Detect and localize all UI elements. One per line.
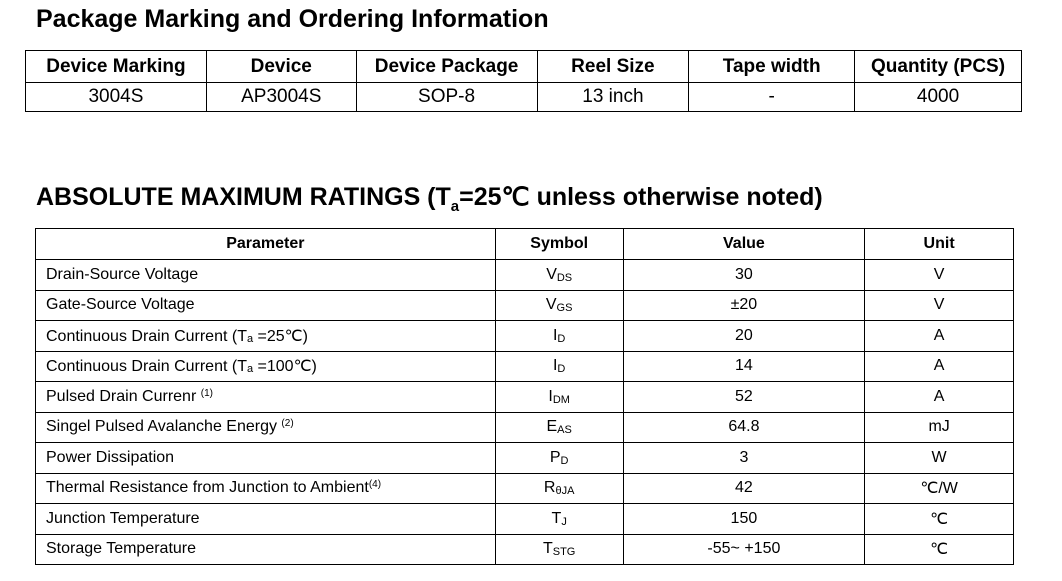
unit-cell: ℃	[865, 534, 1014, 565]
ratings-header-row	[36, 229, 1014, 260]
value-cell: 52	[623, 382, 865, 413]
ordering-header-cell: Device Marking	[26, 51, 207, 83]
ratings-title	[36, 182, 823, 215]
symbol-letter: I	[552, 357, 558, 375]
parameter-text: Power Dissipation	[46, 448, 175, 466]
symbol-letter: I	[552, 326, 558, 344]
value-cell: ±20	[623, 290, 865, 321]
tape-width-cell: -	[689, 83, 855, 112]
symbol-cell	[495, 321, 623, 352]
parameter-cell	[36, 290, 496, 321]
symbol-subscript: D	[557, 363, 566, 376]
quantity-cell: 4000	[855, 83, 1022, 112]
device-marking-cell: 3004S	[26, 83, 207, 112]
parameter-cell	[36, 321, 496, 352]
ratings-header-cell: Parameter	[36, 229, 496, 260]
footnote-ref: (2)	[281, 418, 294, 430]
parameter-subscript: a	[246, 363, 254, 376]
value-cell: 150	[623, 504, 865, 535]
unit-cell: V	[865, 260, 1014, 291]
parameter-text: Thermal Resistance from Junction to Ambient	[46, 479, 369, 497]
parameter-text: Continuous Drain Current (T	[46, 358, 247, 376]
symbol-letter: R	[543, 479, 556, 497]
parameter-condition: =100℃)	[253, 358, 317, 376]
symbol-subscript: θJA	[555, 485, 575, 498]
symbol-subscript: D	[560, 454, 569, 467]
ordering-header-cell: Reel Size	[537, 51, 689, 83]
symbol-cell	[495, 443, 623, 474]
device-package-cell: SOP-8	[356, 83, 537, 112]
value-cell: 20	[623, 321, 865, 352]
ordering-header-cell: Quantity (PCS)	[855, 51, 1022, 83]
unit-cell: A	[865, 351, 1014, 382]
symbol-subscript: STG	[552, 546, 576, 559]
ratings-header-cell: Symbol	[495, 229, 623, 260]
ordering-header-cell: Tape width	[689, 51, 855, 83]
table-row	[36, 443, 1014, 474]
unit-cell: V	[865, 290, 1014, 321]
parameter-cell	[36, 534, 496, 565]
table-row	[36, 412, 1014, 443]
ratings-header-cell: Value	[623, 229, 865, 260]
unit-cell: A	[865, 382, 1014, 413]
symbol-cell	[495, 412, 623, 443]
table-row	[36, 382, 1014, 413]
table-row	[36, 534, 1014, 565]
symbol-cell	[495, 504, 623, 535]
parameter-text: Continuous Drain Current (T	[46, 327, 247, 345]
parameter-text: Drain-Source Voltage	[46, 265, 199, 283]
table-row	[36, 321, 1014, 352]
table-row	[36, 504, 1014, 535]
symbol-letter: E	[546, 418, 558, 436]
parameter-condition: =25℃)	[253, 327, 308, 345]
symbol-subscript: J	[561, 515, 567, 528]
ratings-title-sub: a	[450, 198, 460, 215]
table-row	[36, 473, 1014, 504]
unit-cell: mJ	[865, 412, 1014, 443]
value-cell: 30	[623, 260, 865, 291]
parameter-text: Junction Temperature	[46, 509, 200, 527]
symbol-letter: I	[548, 387, 553, 405]
ratings-table	[35, 228, 1014, 565]
parameter-text: Singel Pulsed Avalanche Energy	[46, 418, 282, 436]
value-cell: 42	[623, 473, 865, 504]
footnote-ref: (4)	[368, 479, 382, 491]
table-row	[36, 260, 1014, 291]
symbol-subscript: GS	[556, 302, 573, 315]
unit-cell: A	[865, 321, 1014, 352]
symbol-cell	[495, 351, 623, 382]
value-cell: 64.8	[623, 412, 865, 443]
symbol-letter: V	[545, 296, 557, 314]
symbol-cell	[495, 473, 623, 504]
parameter-cell	[36, 443, 496, 474]
parameter-text: Gate-Source Voltage	[46, 296, 195, 314]
symbol-cell	[495, 260, 623, 291]
table-row	[36, 290, 1014, 321]
symbol-cell	[495, 290, 623, 321]
symbol-letter: P	[549, 448, 561, 466]
parameter-subscript: a	[246, 332, 254, 345]
symbol-letter: T	[551, 509, 562, 527]
symbol-letter: T	[542, 540, 553, 558]
ordering-data-row	[26, 83, 1022, 112]
symbol-cell	[495, 382, 623, 413]
ordering-header-cell: Device	[206, 51, 356, 83]
footnote-ref: (1)	[200, 387, 213, 399]
parameter-cell	[36, 260, 496, 291]
parameter-cell	[36, 351, 496, 382]
unit-cell: ℃/W	[865, 473, 1014, 504]
ratings-header-cell: Unit	[865, 229, 1014, 260]
ratings-title-prefix: ABSOLUTE MAXIMUM RATINGS (T	[36, 183, 451, 211]
ordering-header-cell: Device Package	[356, 51, 537, 83]
parameter-cell	[36, 412, 496, 443]
value-cell: 14	[623, 351, 865, 382]
value-cell: 3	[623, 443, 865, 474]
symbol-subscript: DS	[556, 271, 573, 284]
parameter-cell	[36, 473, 496, 504]
parameter-cell	[36, 382, 496, 413]
parameter-cell	[36, 504, 496, 535]
ordering-header-row	[26, 51, 1022, 83]
symbol-subscript: DM	[552, 393, 570, 406]
symbol-subscript: D	[557, 332, 566, 345]
ordering-table	[25, 50, 1022, 112]
parameter-text: Storage Temperature	[46, 540, 197, 558]
device-cell: AP3004S	[206, 83, 356, 112]
symbol-subscript: AS	[557, 424, 572, 437]
unit-cell: ℃	[865, 504, 1014, 535]
reel-size-cell: 13 inch	[537, 83, 689, 112]
table-row	[36, 351, 1014, 382]
symbol-cell	[495, 534, 623, 565]
value-cell: -55~ +150	[623, 534, 865, 565]
unit-cell: W	[865, 443, 1014, 474]
ratings-title-suffix: =25℃ unless otherwise noted)	[459, 183, 823, 211]
parameter-text: Pulsed Drain Currenr	[46, 387, 201, 405]
ordering-title: Package Marking and Ordering Information	[36, 5, 549, 33]
symbol-letter: V	[546, 265, 557, 283]
